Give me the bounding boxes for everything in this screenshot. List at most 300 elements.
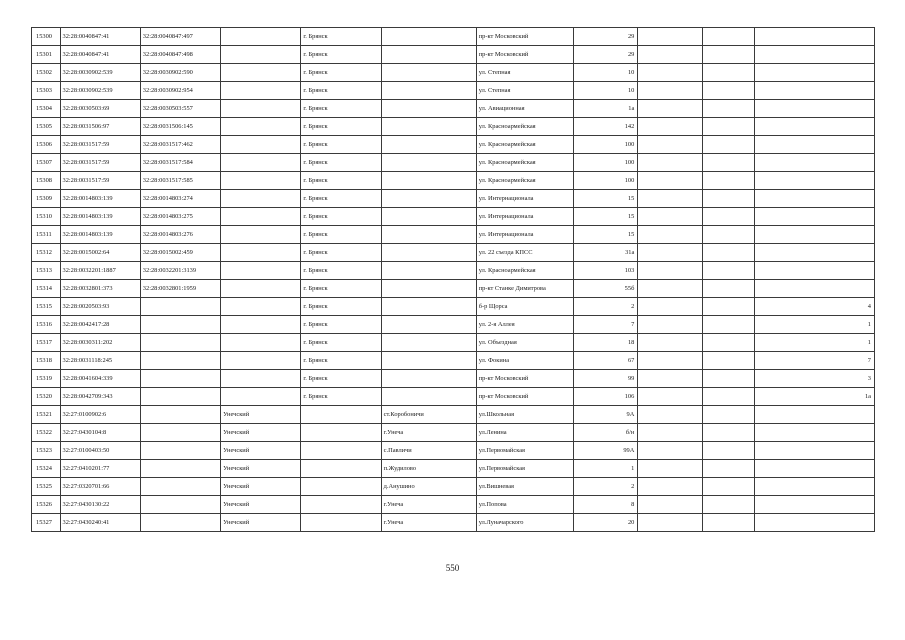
cell-row-number: 15320 [32, 388, 61, 406]
table-row [32, 136, 875, 154]
table-row [32, 172, 875, 190]
cell-city: г. Брянск [301, 262, 381, 280]
cell-row-number: 15326 [32, 496, 61, 514]
cell-structure-number [702, 82, 754, 100]
cell-cadastral-number-land: 32:28:0030902:539 [60, 82, 140, 100]
cell-building-number [638, 478, 702, 496]
cell-settlement [381, 226, 476, 244]
cell-street: ул.Вишневая [476, 478, 573, 496]
cell-row-number: 15310 [32, 208, 61, 226]
cell-cadastral-number-land: 32:28:0031118:245 [60, 352, 140, 370]
cell-district: Унечский [221, 460, 301, 478]
cell-apartment-number [754, 226, 874, 244]
cell-cadastral-number-land: 32:28:0014803:139 [60, 226, 140, 244]
cell-cadastral-number-building [140, 316, 220, 334]
cell-structure-number [702, 244, 754, 262]
cell-city: г. Брянск [301, 154, 381, 172]
cell-street: пр-кт Московский [476, 388, 573, 406]
cell-structure-number [702, 478, 754, 496]
table-row [32, 514, 875, 532]
cell-row-number: 15300 [32, 28, 61, 46]
cell-street: ул. Степная [476, 82, 573, 100]
cell-house-number: 142 [573, 118, 637, 136]
cell-street: ул. Красноармейская [476, 172, 573, 190]
cell-city: г. Брянск [301, 28, 381, 46]
cell-district: Унечский [221, 442, 301, 460]
cell-apartment-number [754, 406, 874, 424]
cell-building-number [638, 172, 702, 190]
cell-apartment-number: 3 [754, 370, 874, 388]
cell-house-number: 103 [573, 262, 637, 280]
cell-row-number: 15322 [32, 424, 61, 442]
cell-structure-number [702, 442, 754, 460]
cell-settlement: г.Унеча [381, 514, 476, 532]
cell-apartment-number [754, 208, 874, 226]
cell-city: г. Брянск [301, 352, 381, 370]
cell-city [301, 424, 381, 442]
cell-structure-number [702, 280, 754, 298]
cell-cadastral-number-land: 32:28:0040847:41 [60, 46, 140, 64]
cell-apartment-number [754, 82, 874, 100]
cell-district [221, 316, 301, 334]
table-row [32, 388, 875, 406]
cell-district [221, 370, 301, 388]
cell-house-number: 18 [573, 334, 637, 352]
cell-structure-number [702, 172, 754, 190]
cell-district [221, 100, 301, 118]
table-row [32, 118, 875, 136]
cell-settlement [381, 334, 476, 352]
cell-settlement [381, 28, 476, 46]
cell-apartment-number [754, 64, 874, 82]
cell-settlement [381, 46, 476, 64]
cell-district [221, 46, 301, 64]
cell-building-number [638, 28, 702, 46]
cell-street: ул. Объездная [476, 334, 573, 352]
cell-city: г. Брянск [301, 136, 381, 154]
cell-house-number: 1 [573, 460, 637, 478]
table-row [32, 208, 875, 226]
cell-structure-number [702, 64, 754, 82]
cell-street: ул. Фокина [476, 352, 573, 370]
cell-building-number [638, 442, 702, 460]
cell-house-number: 7 [573, 316, 637, 334]
cell-street: ул. 2-я Аллея [476, 316, 573, 334]
cell-district [221, 388, 301, 406]
cell-apartment-number [754, 280, 874, 298]
table-row [32, 496, 875, 514]
cell-settlement [381, 316, 476, 334]
cell-district: Унечский [221, 496, 301, 514]
cell-row-number: 15308 [32, 172, 61, 190]
cell-cadastral-number-building: 32:28:0014803:276 [140, 226, 220, 244]
cell-structure-number [702, 298, 754, 316]
table-row [32, 316, 875, 334]
cell-district [221, 118, 301, 136]
cell-cadastral-number-building: 32:28:0031517:584 [140, 154, 220, 172]
cell-settlement [381, 64, 476, 82]
cell-house-number: 29 [573, 46, 637, 64]
cell-district [221, 280, 301, 298]
cell-street: пр-кт Станке Димитрова [476, 280, 573, 298]
cell-house-number: 106 [573, 388, 637, 406]
table-row [32, 262, 875, 280]
cell-cadastral-number-building [140, 334, 220, 352]
cell-structure-number [702, 406, 754, 424]
cell-settlement: г.Унеча [381, 496, 476, 514]
cell-house-number: 100 [573, 172, 637, 190]
cell-row-number: 15312 [32, 244, 61, 262]
cell-district [221, 64, 301, 82]
cell-cadastral-number-building: 32:28:0015002:459 [140, 244, 220, 262]
cell-city [301, 442, 381, 460]
cell-house-number: 2 [573, 298, 637, 316]
cell-cadastral-number-land: 32:28:0031517:59 [60, 154, 140, 172]
table-row [32, 82, 875, 100]
cell-district [221, 208, 301, 226]
cell-structure-number [702, 316, 754, 334]
cell-building-number [638, 154, 702, 172]
cell-city: г. Брянск [301, 82, 381, 100]
cell-cadastral-number-building: 32:28:0014803:274 [140, 190, 220, 208]
cell-street: ул.Школьная [476, 406, 573, 424]
cell-apartment-number [754, 514, 874, 532]
cell-row-number: 15303 [32, 82, 61, 100]
cell-district [221, 262, 301, 280]
cell-structure-number [702, 388, 754, 406]
cell-district [221, 28, 301, 46]
table-row [32, 370, 875, 388]
cell-house-number: 100 [573, 136, 637, 154]
cell-row-number: 15309 [32, 190, 61, 208]
cell-house-number: 10 [573, 82, 637, 100]
cell-street: пр-кт Московский [476, 46, 573, 64]
cell-street: ул. Авиационная [476, 100, 573, 118]
cell-district [221, 244, 301, 262]
cell-cadastral-number-land: 32:28:0042709:343 [60, 388, 140, 406]
cell-building-number [638, 226, 702, 244]
cell-row-number: 15315 [32, 298, 61, 316]
cell-cadastral-number-building: 32:28:0031506:145 [140, 118, 220, 136]
cell-cadastral-number-land: 32:28:0032801:373 [60, 280, 140, 298]
cell-house-number: 10 [573, 64, 637, 82]
cell-cadastral-number-land: 32:28:0015002:64 [60, 244, 140, 262]
cell-building-number [638, 370, 702, 388]
cell-cadastral-number-building [140, 478, 220, 496]
cell-structure-number [702, 46, 754, 64]
cell-city: г. Брянск [301, 334, 381, 352]
cell-city: г. Брянск [301, 172, 381, 190]
cell-city: г. Брянск [301, 208, 381, 226]
cell-settlement [381, 190, 476, 208]
cell-cadastral-number-building: 32:28:0030503:557 [140, 100, 220, 118]
cell-house-number: 9А [573, 406, 637, 424]
cell-city: г. Брянск [301, 46, 381, 64]
cell-row-number: 15314 [32, 280, 61, 298]
cell-cadastral-number-building [140, 352, 220, 370]
cell-building-number [638, 280, 702, 298]
cell-building-number [638, 136, 702, 154]
cell-city: г. Брянск [301, 370, 381, 388]
cell-street: ул. Красноармейская [476, 136, 573, 154]
table-row [32, 280, 875, 298]
cell-building-number [638, 496, 702, 514]
cell-settlement: с.Павличи [381, 442, 476, 460]
cell-apartment-number [754, 478, 874, 496]
cell-row-number: 15318 [32, 352, 61, 370]
cell-building-number [638, 118, 702, 136]
cell-street: ул. Красноармейская [476, 118, 573, 136]
cell-settlement [381, 82, 476, 100]
cell-building-number [638, 316, 702, 334]
cell-row-number: 15301 [32, 46, 61, 64]
cell-house-number: 15 [573, 208, 637, 226]
cell-cadastral-number-building: 32:28:0040847:498 [140, 46, 220, 64]
cell-city: г. Брянск [301, 226, 381, 244]
cell-structure-number [702, 352, 754, 370]
table-row [32, 406, 875, 424]
cell-structure-number [702, 262, 754, 280]
cell-cadastral-number-land: 32:27:0410201:77 [60, 460, 140, 478]
registry-table-body [32, 28, 875, 532]
cell-apartment-number [754, 496, 874, 514]
cell-district [221, 298, 301, 316]
cell-house-number: б/н [573, 424, 637, 442]
cell-row-number: 15323 [32, 442, 61, 460]
cell-apartment-number: 1а [754, 388, 874, 406]
cell-house-number: 1а [573, 100, 637, 118]
cell-street: ул. Красноармейская [476, 154, 573, 172]
cell-street: ул.Первомайская [476, 442, 573, 460]
cell-district [221, 136, 301, 154]
cell-city: г. Брянск [301, 118, 381, 136]
cell-apartment-number [754, 46, 874, 64]
cell-settlement: ст.Коробоничи [381, 406, 476, 424]
table-row [32, 28, 875, 46]
cell-apartment-number [754, 136, 874, 154]
cell-district [221, 190, 301, 208]
cell-structure-number [702, 208, 754, 226]
registry-table [31, 27, 875, 532]
cell-street: ул.Луначарского [476, 514, 573, 532]
table-row [32, 460, 875, 478]
cell-apartment-number [754, 100, 874, 118]
cell-apartment-number [754, 28, 874, 46]
cell-row-number: 15306 [32, 136, 61, 154]
cell-row-number: 15319 [32, 370, 61, 388]
cell-cadastral-number-land: 32:28:0031517:59 [60, 136, 140, 154]
cell-city: г. Брянск [301, 190, 381, 208]
cell-building-number [638, 82, 702, 100]
cell-street: пр-кт Московский [476, 370, 573, 388]
cell-building-number [638, 406, 702, 424]
cell-cadastral-number-land: 32:28:0040847:41 [60, 28, 140, 46]
cell-cadastral-number-land: 32:28:0041604:339 [60, 370, 140, 388]
cell-cadastral-number-building: 32:28:0030902:590 [140, 64, 220, 82]
cell-city: г. Брянск [301, 298, 381, 316]
cell-cadastral-number-land: 32:28:0014803:139 [60, 208, 140, 226]
cell-city [301, 478, 381, 496]
cell-house-number: 2 [573, 478, 637, 496]
cell-building-number [638, 514, 702, 532]
cell-apartment-number: 7 [754, 352, 874, 370]
cell-building-number [638, 208, 702, 226]
cell-house-number: 31а [573, 244, 637, 262]
cell-apartment-number: 1 [754, 316, 874, 334]
cell-row-number: 15325 [32, 478, 61, 496]
cell-street: ул.Ленина [476, 424, 573, 442]
cell-cadastral-number-land: 32:28:0031506:97 [60, 118, 140, 136]
cell-district [221, 226, 301, 244]
table-row [32, 64, 875, 82]
cell-cadastral-number-land: 32:27:0320701:66 [60, 478, 140, 496]
cell-structure-number [702, 496, 754, 514]
cell-settlement [381, 352, 476, 370]
cell-row-number: 15305 [32, 118, 61, 136]
cell-structure-number [702, 370, 754, 388]
cell-district [221, 172, 301, 190]
cell-structure-number [702, 514, 754, 532]
cell-apartment-number [754, 190, 874, 208]
cell-city: г. Брянск [301, 244, 381, 262]
cell-city [301, 514, 381, 532]
cell-street: ул. Степная [476, 64, 573, 82]
cell-building-number [638, 262, 702, 280]
cell-apartment-number [754, 118, 874, 136]
cell-cadastral-number-building [140, 406, 220, 424]
cell-settlement: д.Анушино [381, 478, 476, 496]
cell-cadastral-number-land: 32:27:0100403:50 [60, 442, 140, 460]
cell-settlement [381, 244, 476, 262]
cell-row-number: 15304 [32, 100, 61, 118]
cell-structure-number [702, 226, 754, 244]
cell-settlement [381, 172, 476, 190]
cell-district [221, 334, 301, 352]
cell-settlement [381, 280, 476, 298]
cell-row-number: 15317 [32, 334, 61, 352]
cell-cadastral-number-building [140, 496, 220, 514]
cell-building-number [638, 190, 702, 208]
cell-building-number [638, 64, 702, 82]
cell-row-number: 15316 [32, 316, 61, 334]
cell-street: ул. Интернационала [476, 226, 573, 244]
table-row [32, 298, 875, 316]
cell-apartment-number [754, 262, 874, 280]
cell-apartment-number: 4 [754, 298, 874, 316]
cell-district: Унечский [221, 514, 301, 532]
cell-building-number [638, 388, 702, 406]
cell-house-number: 99 [573, 370, 637, 388]
cell-structure-number [702, 136, 754, 154]
cell-settlement [381, 370, 476, 388]
cell-settlement [381, 262, 476, 280]
table-row [32, 244, 875, 262]
cell-building-number [638, 334, 702, 352]
cell-district: Унечский [221, 478, 301, 496]
cell-settlement: г.Унеча [381, 424, 476, 442]
cell-row-number: 15321 [32, 406, 61, 424]
cell-row-number: 15302 [32, 64, 61, 82]
cell-structure-number [702, 154, 754, 172]
cell-street: пр-кт Московский [476, 28, 573, 46]
cell-cadastral-number-land: 32:27:0430130:22 [60, 496, 140, 514]
cell-cadastral-number-land: 32:28:0032201:1887 [60, 262, 140, 280]
cell-settlement [381, 388, 476, 406]
cell-street: б-р Щорса [476, 298, 573, 316]
table-row [32, 190, 875, 208]
cell-house-number: 8 [573, 496, 637, 514]
cell-cadastral-number-building [140, 388, 220, 406]
cell-house-number: 20 [573, 514, 637, 532]
cell-cadastral-number-building [140, 298, 220, 316]
cell-cadastral-number-building: 32:28:0031517:462 [140, 136, 220, 154]
cell-settlement [381, 100, 476, 118]
cell-cadastral-number-building: 32:28:0030902:954 [140, 82, 220, 100]
cell-district [221, 154, 301, 172]
cell-cadastral-number-land: 32:27:0430104:8 [60, 424, 140, 442]
cell-settlement [381, 298, 476, 316]
cell-cadastral-number-land: 32:28:0031517:59 [60, 172, 140, 190]
cell-row-number: 15324 [32, 460, 61, 478]
cell-house-number: 15 [573, 190, 637, 208]
cell-street: ул. 22 съезда КПСС [476, 244, 573, 262]
cell-house-number: 100 [573, 154, 637, 172]
cell-cadastral-number-land: 32:28:0030311:202 [60, 334, 140, 352]
table-row [32, 352, 875, 370]
table-row [32, 226, 875, 244]
cell-city: г. Брянск [301, 100, 381, 118]
cell-cadastral-number-land: 32:27:0100902:6 [60, 406, 140, 424]
cell-settlement: п.Жудилово [381, 460, 476, 478]
cell-row-number: 15313 [32, 262, 61, 280]
cell-district: Унечский [221, 424, 301, 442]
cell-structure-number [702, 460, 754, 478]
table-row [32, 478, 875, 496]
cell-street: ул. Интернационала [476, 208, 573, 226]
cell-cadastral-number-building [140, 424, 220, 442]
cell-building-number [638, 100, 702, 118]
table-row [32, 46, 875, 64]
cell-house-number: 67 [573, 352, 637, 370]
cell-city: г. Брянск [301, 64, 381, 82]
cell-city [301, 460, 381, 478]
cell-street: ул.Первомайская [476, 460, 573, 478]
cell-building-number [638, 46, 702, 64]
cell-building-number [638, 244, 702, 262]
cell-structure-number [702, 334, 754, 352]
cell-district [221, 352, 301, 370]
cell-cadastral-number-land: 32:27:0430240:41 [60, 514, 140, 532]
cell-cadastral-number-building [140, 460, 220, 478]
cell-building-number [638, 298, 702, 316]
cell-house-number: 29 [573, 28, 637, 46]
cell-apartment-number: 1 [754, 334, 874, 352]
cell-structure-number [702, 28, 754, 46]
page-number: 550 [445, 563, 460, 573]
cell-settlement [381, 208, 476, 226]
table-row [32, 334, 875, 352]
cell-apartment-number [754, 424, 874, 442]
cell-house-number: 99А [573, 442, 637, 460]
cell-cadastral-number-building: 32:28:0032801:1959 [140, 280, 220, 298]
cell-apartment-number [754, 172, 874, 190]
cell-structure-number [702, 190, 754, 208]
cell-street: ул. Красноармейская [476, 262, 573, 280]
cell-city: г. Брянск [301, 388, 381, 406]
cell-cadastral-number-building: 32:28:0032201:3139 [140, 262, 220, 280]
table-row [32, 424, 875, 442]
cell-apartment-number [754, 460, 874, 478]
